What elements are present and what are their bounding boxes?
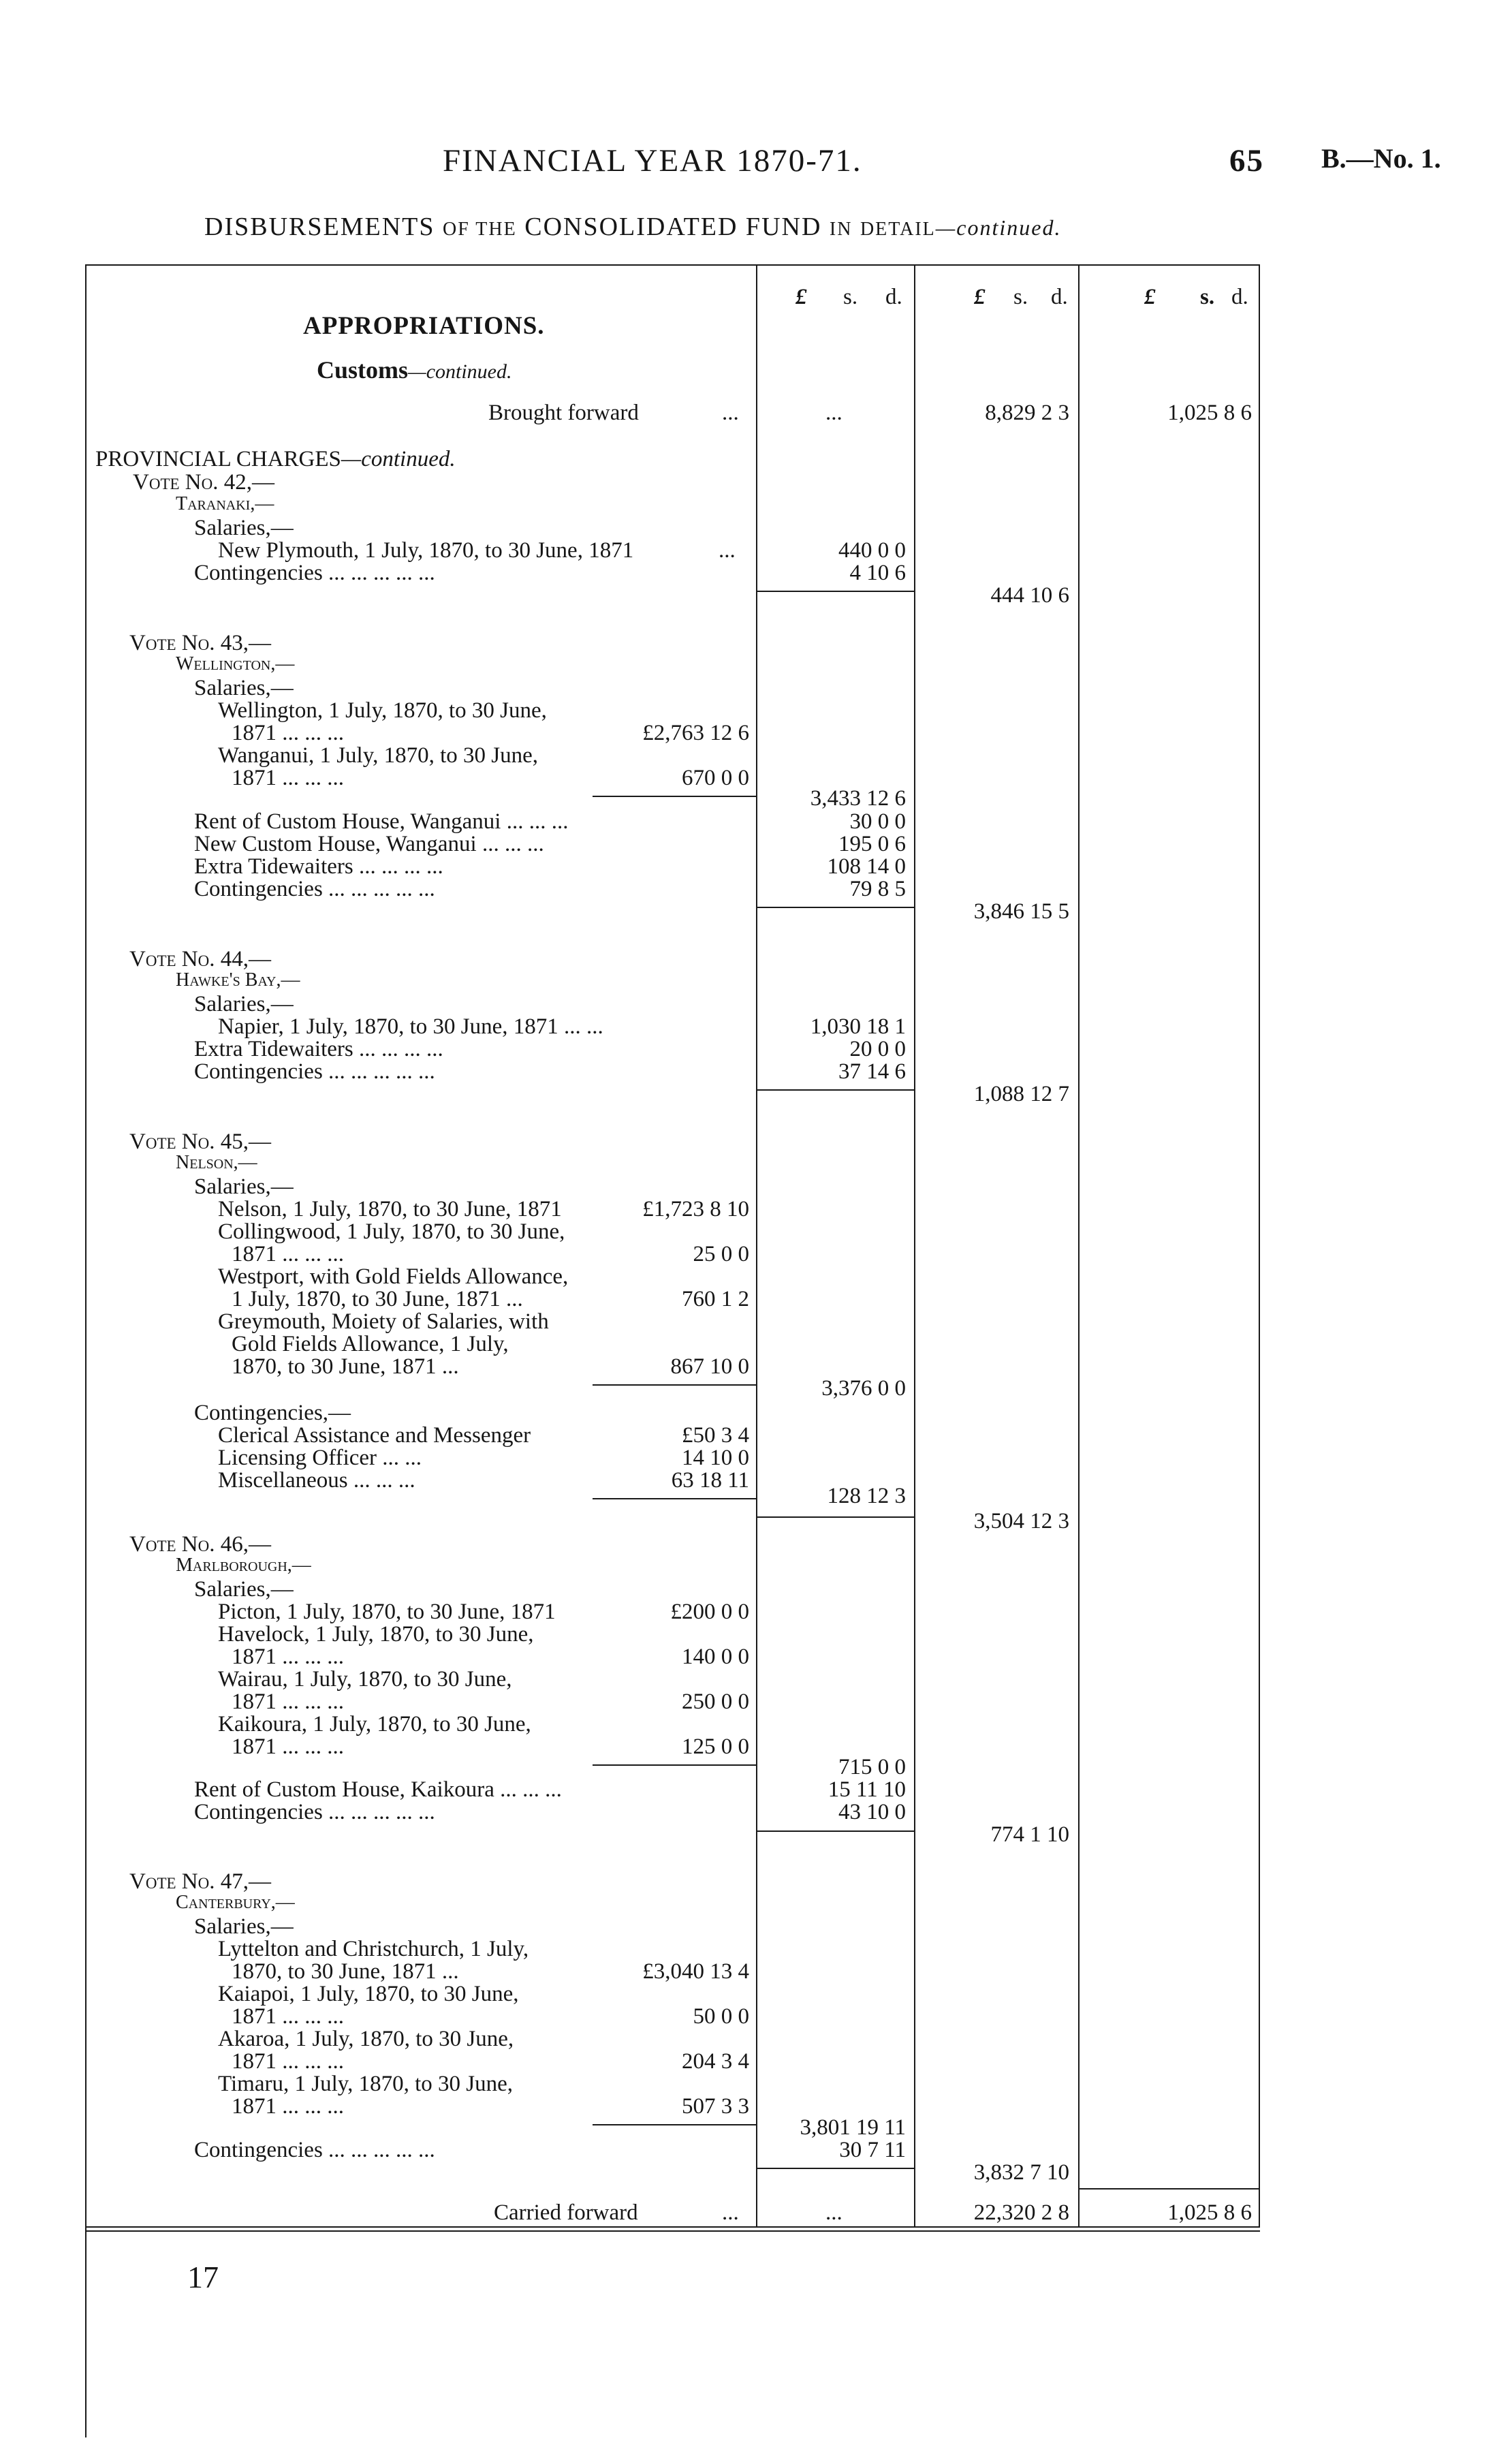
salary-line-a: Greymouth, Moiety of Salaries, with (218, 1309, 549, 1334)
salary-amount: 670 0 0 (682, 766, 749, 790)
salary-amount: 440 0 0 (838, 538, 906, 563)
provincial-charges-heading (95, 448, 456, 471)
contingencies-amount: 43 10 0 (838, 1800, 906, 1824)
col1-shillings: s. (843, 285, 858, 309)
customs-label: Customs (317, 356, 409, 384)
salary-line-b: 1871 ... ... ... (232, 1645, 344, 1669)
salary-amount: 25 0 0 (693, 1242, 749, 1266)
vote-total: 774 1 10 (990, 1822, 1069, 1847)
province-name: Nelson,— (176, 1152, 257, 1173)
salary-line-a: Kaiapoi, 1 July, 1870, to 30 June, (218, 1982, 519, 2006)
salary-line-c: 1870, to 30 June, 1871 ... (232, 1354, 459, 1379)
province-name: Taranaki,— (176, 493, 274, 514)
brought-forward-label: Brought forward (488, 401, 639, 425)
extra-tidewaiters-line: Extra Tidewaiters ... ... ... ... (194, 1037, 443, 1061)
salary-line-a: Akaroa, 1 July, 1870, to 30 June, (218, 2027, 514, 2051)
col1-pound: £ (796, 285, 807, 309)
salaries-label: Salaries,— (194, 516, 294, 540)
salaries-label: Salaries,— (194, 1174, 294, 1199)
salaries-subtotal: 715 0 0 (838, 1755, 906, 1779)
salaries-label: Salaries,— (194, 992, 294, 1016)
brought-forward-col1: ... (825, 401, 842, 425)
salary-line-a: Timaru, 1 July, 1870, to 30 June, (218, 2072, 513, 2096)
subtitle-of: OF THE (443, 219, 517, 240)
contingencies-line: Contingencies ... ... ... ... ... (194, 2138, 435, 2162)
page-number: 65 (1229, 143, 1264, 178)
carried-forward-label: Carried forward (494, 2200, 638, 2225)
vote-total: 1,088 12 7 (973, 1082, 1069, 1106)
extra-tidewaiters-amount: 108 14 0 (827, 854, 906, 879)
vote-number: Vote No. 43,— (129, 631, 271, 655)
col3-pound: £ (1144, 285, 1156, 309)
contingencies-line: Contingencies ... ... ... ... ... (194, 1800, 435, 1824)
col3-shillings: s. (1200, 285, 1215, 309)
document-reference: B.—No. 1. (1321, 143, 1441, 174)
salary-amount: £200 0 0 (670, 1600, 749, 1624)
brought-forward-col3: 1,025 8 6 (1167, 401, 1252, 425)
col2-pence: d. (1051, 285, 1068, 309)
salary-line-a: Wanganui, 1 July, 1870, to 30 June, (218, 743, 538, 768)
salary-line: Nelson, 1 July, 1870, to 30 June, 1871 (218, 1197, 562, 1221)
vote-number: Vote No. 47,— (129, 1869, 271, 1894)
contingencies-subtotal: 128 12 3 (827, 1484, 906, 1508)
carried-forward-col3: 1,025 8 6 (1167, 2200, 1252, 2225)
salary-amount: 50 0 0 (693, 2004, 749, 2029)
brought-forward-col2: 8,829 2 3 (985, 401, 1069, 425)
salary-line-b: 1870, to 30 June, 1871 ... (232, 1959, 459, 1984)
contingencies-line: Contingencies ... ... ... ... ... (194, 1059, 435, 1084)
salaries-label: Salaries,— (194, 1914, 294, 1939)
new-custom-house-line: New Custom House, Wanganui ... ... ... (194, 832, 544, 856)
salaries-label: Salaries,— (194, 676, 294, 700)
province-name: Marlborough,— (176, 1555, 311, 1576)
salary-line-a: Lyttelton and Christchurch, 1 July, (218, 1937, 529, 1961)
salary-line-b: 1871 ... ... ... (232, 2094, 344, 2119)
contingencies-amount: 37 14 6 (838, 1059, 906, 1084)
salary-line-b: 1 July, 1870, to 30 June, 1871 ... (232, 1287, 523, 1311)
rent-line: Rent of Custom House, Kaikoura ... ... ... (194, 1777, 562, 1802)
province-name: Canterbury,— (176, 1892, 295, 1913)
subtitle (204, 214, 1061, 240)
carried-forward-col1: ... (825, 2200, 842, 2225)
sheet-number: 17 (187, 2260, 219, 2294)
salary-amount: 140 0 0 (682, 1645, 749, 1669)
salary-line-a: Collingwood, 1 July, 1870, to 30 June, (218, 1219, 565, 1244)
subtitle-main: DISBURSEMENTS (204, 213, 435, 241)
extra-tidewaiters-line: Extra Tidewaiters ... ... ... ... (194, 854, 443, 879)
vote-total: 3,832 7 10 (973, 2160, 1069, 2185)
contingency-amount: 63 18 11 (671, 1468, 749, 1493)
salary-amount: 507 3 3 (682, 2094, 749, 2119)
salary-amount: 250 0 0 (682, 1689, 749, 1714)
subtitle-detail: DETAIL (860, 219, 936, 240)
carried-forward-dots: ... (722, 2200, 739, 2225)
province-name: Wellington,— (176, 653, 295, 674)
provincial-label: PROVINCIAL CHARGES (95, 447, 341, 471)
customs-heading (317, 358, 512, 382)
salary-line-a: Wellington, 1 July, 1870, to 30 June, (218, 698, 547, 723)
contingency-line: Licensing Officer ... ... (218, 1446, 422, 1470)
salary-line-b: 1871 ... ... ... (232, 1242, 344, 1266)
contingencies-line: Contingencies ... ... ... ... ... (194, 561, 435, 585)
col1-pence: d. (885, 285, 902, 309)
salary-amount: £3,040 13 4 (642, 1959, 749, 1984)
salary-amount: 760 1 2 (682, 1287, 749, 1311)
vote-number: Vote No. 42,— (133, 470, 274, 495)
new-custom-house-amount: 195 0 6 (838, 832, 906, 856)
contingency-amount: 14 10 0 (682, 1446, 749, 1470)
contingencies-amount: 79 8 5 (849, 877, 906, 901)
salaries-subtotal: 3,801 19 11 (800, 2115, 906, 2140)
contingencies-amount: 4 10 6 (849, 561, 906, 585)
salaries-label: Salaries,— (194, 1577, 294, 1602)
contingency-line: Clerical Assistance and Messenger (218, 1423, 531, 1448)
salary-amount: £1,723 8 10 (642, 1197, 749, 1221)
salary-line-a: Kaikoura, 1 July, 1870, to 30 June, (218, 1712, 531, 1736)
contingencies-label: Contingencies,— (194, 1401, 351, 1425)
contingency-line: Miscellaneous ... ... ... (218, 1468, 415, 1493)
provincial-continued: —continued. (341, 447, 456, 471)
vote-total: 3,504 12 3 (973, 1509, 1069, 1533)
contingency-amount: £50 3 4 (682, 1423, 749, 1448)
salary-line-b: 1871 ... ... ... (232, 1734, 344, 1759)
salary-amount: 204 3 4 (682, 2049, 749, 2074)
col3-pence: d. (1231, 285, 1248, 309)
salary-line-b: 1871 ... ... ... (232, 766, 344, 790)
subtitle-in: IN (829, 219, 853, 240)
rent-amount: 30 0 0 (849, 809, 906, 834)
vote-number: Vote No. 44,— (129, 947, 271, 971)
subtitle-fund: CONSOLIDATED FUND (524, 213, 822, 241)
page-title: FINANCIAL YEAR 1870-71. (443, 143, 862, 178)
salary-line: New Plymouth, 1 July, 1870, to 30 June, 1871 (218, 538, 634, 563)
customs-continued: —continued. (408, 360, 512, 383)
salary-amount: 1,030 18 1 (810, 1014, 906, 1039)
subtitle-continued: —continued. (935, 215, 1062, 240)
salary-line: Picton, 1 July, 1870, to 30 June, 1871 (218, 1600, 556, 1624)
appropriations-heading: APPROPRIATIONS. (303, 312, 545, 340)
rent-amount: 15 11 10 (828, 1777, 906, 1802)
vote-total: 3,846 15 5 (973, 899, 1069, 924)
carried-forward-col2: 22,320 2 8 (973, 2200, 1069, 2225)
salary-line-b: 1871 ... ... ... (232, 2004, 344, 2029)
province-name: Hawke's Bay,— (176, 969, 300, 991)
contingencies-line: Contingencies ... ... ... ... ... (194, 877, 435, 901)
col2-pound: £ (974, 285, 986, 309)
salaries-subtotal: 3,376 0 0 (821, 1376, 906, 1401)
vote-number: Vote No. 46,— (129, 1532, 271, 1557)
salary-line-a: Havelock, 1 July, 1870, to 30 June, (218, 1622, 534, 1647)
salary-line-b: Gold Fields Allowance, 1 July, (232, 1332, 509, 1356)
vote-number: Vote No. 45,— (129, 1129, 271, 1154)
extra-tidewaiters-amount: 20 0 0 (849, 1037, 906, 1061)
col2-shillings: s. (1013, 285, 1028, 309)
dots: ... (719, 538, 736, 563)
salary-amount: 867 10 0 (670, 1354, 749, 1379)
salary-line-a: Wairau, 1 July, 1870, to 30 June, (218, 1667, 512, 1692)
vote-total: 444 10 6 (990, 583, 1069, 608)
salary-line-a: Westport, with Gold Fields Allowance, (218, 1264, 569, 1289)
salary-line-b: 1871 ... ... ... (232, 2049, 344, 2074)
salary-amount: £2,763 12 6 (642, 721, 749, 745)
salary-line-b: 1871 ... ... ... (232, 721, 344, 745)
salary-amount: 125 0 0 (682, 1734, 749, 1759)
salaries-subtotal: 3,433 12 6 (810, 786, 906, 811)
rent-line: Rent of Custom House, Wanganui ... ... ... (194, 809, 569, 834)
salary-line-b: 1871 ... ... ... (232, 1689, 344, 1714)
brought-forward-dots: ... (722, 401, 739, 425)
contingencies-amount: 30 7 11 (839, 2138, 906, 2162)
salary-line: Napier, 1 July, 1870, to 30 June, 1871 ... ... (218, 1014, 603, 1039)
